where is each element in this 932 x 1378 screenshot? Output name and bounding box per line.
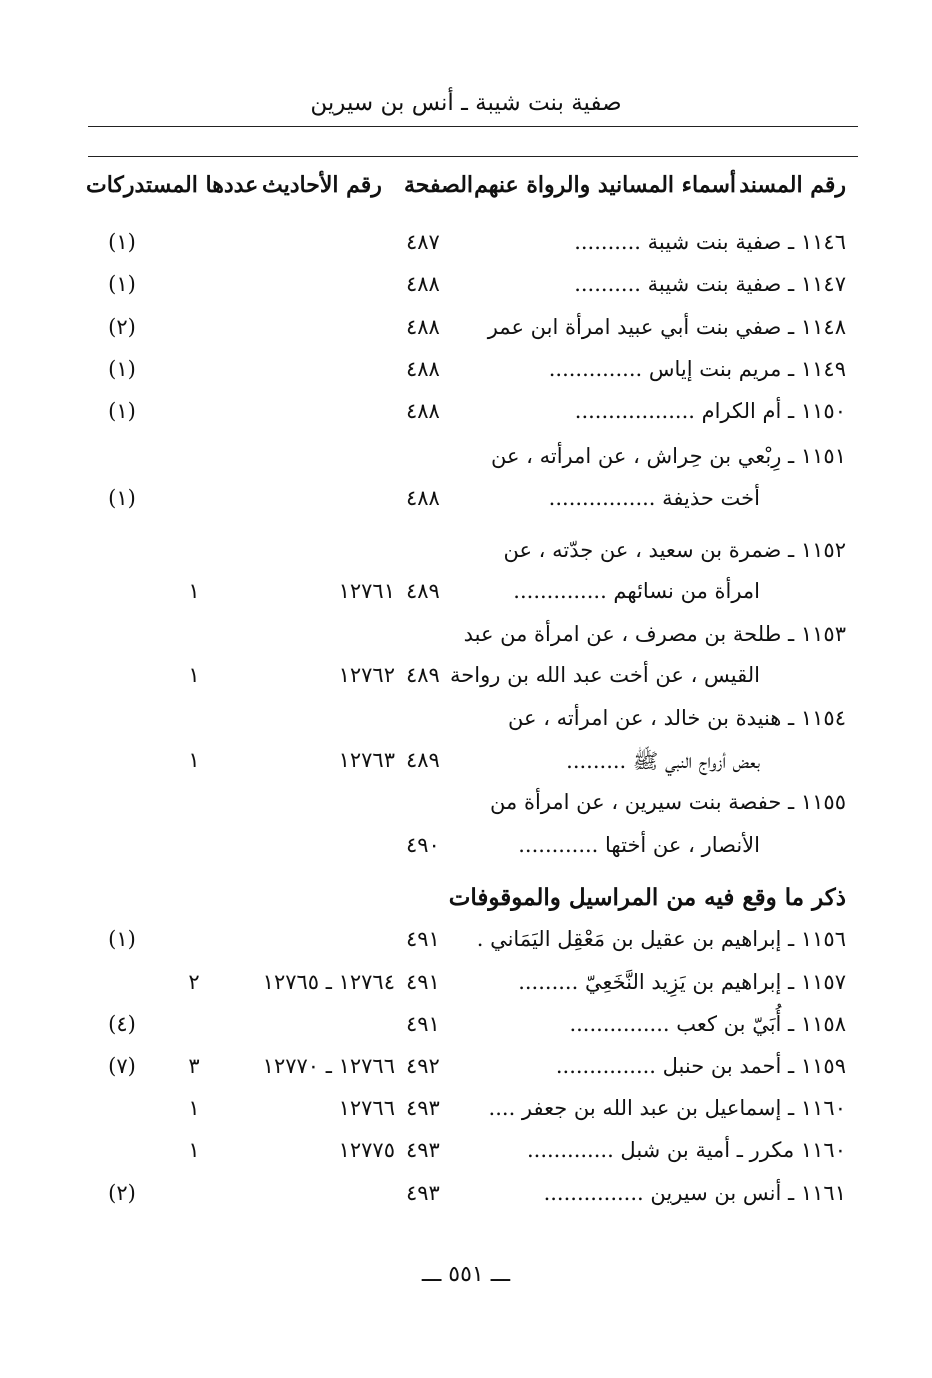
entry-page: ٤٩١: [406, 1012, 440, 1036]
entry-page: ٤٨٧: [406, 230, 440, 254]
table-row: [0, 538, 932, 578]
entry-name: القيس ، عن أخت عبد الله بن رواحة: [450, 663, 760, 687]
table-row: [0, 970, 932, 1010]
entry-name: ١١٥٩ ـ أحمد بن حنبل ...............: [555, 1054, 846, 1078]
entry-hadith-numbers: ١٢٧٦٢: [338, 663, 395, 687]
table-row: [0, 706, 932, 746]
entry-name: ١١٥٣ ـ طلحة بن مصرف ، عن امرأة من عبد: [463, 622, 846, 646]
column-header-mustadrakat: عددها المستدركات: [86, 172, 259, 198]
entry-mustadrakat: (٧): [108, 1054, 136, 1078]
entry-hadith-numbers: ١٢٧٦٦: [338, 1096, 395, 1120]
entry-name: ١١٤٧ ـ صفية بنت شيبة ..........: [574, 272, 846, 296]
entry-page: ٤٩٣: [406, 1181, 440, 1205]
entry-mustadrakat: (٢): [108, 1181, 136, 1205]
entry-name: ١١٥٨ ـ أُبَيّ بن كعب ...............: [569, 1012, 846, 1036]
entry-hadith-numbers: ١٢٧٦٣: [338, 748, 395, 772]
entry-hadith-numbers: ١٢٧٦٤ ـ ١٢٧٦٥: [262, 970, 395, 994]
table-row: [0, 790, 932, 830]
entry-count: ١: [188, 748, 200, 772]
table-row: [0, 357, 932, 397]
entry-count: ٣: [188, 1054, 200, 1078]
table-row: [0, 579, 932, 619]
entry-mustadrakat: (١): [108, 399, 136, 423]
table-row: [0, 748, 932, 788]
table-row: [0, 927, 932, 967]
column-header-names: أسماء المسانيد والرواة عنهم: [474, 172, 736, 198]
column-header-musnad-no: رقم المسند: [739, 172, 846, 198]
entry-name: ١١٥٧ ـ إبراهيم بن يَزِيد النَّخَعِيّ .........: [518, 970, 846, 994]
entry-mustadrakat: (١): [108, 357, 136, 381]
entry-count: ٢: [188, 970, 200, 994]
column-header-page: الصفحة: [404, 172, 474, 198]
entry-page: ٤٨٨: [406, 315, 440, 339]
entry-count: ١: [188, 1096, 200, 1120]
header-rule-bottom: [88, 156, 858, 157]
entry-name: ١١٥١ ـ رِبْعي بن حِراش ، عن امرأته ، عن: [490, 444, 846, 468]
table-row: [0, 833, 932, 873]
header-rule-top: [88, 126, 858, 127]
table-row: [0, 1138, 932, 1178]
table-row: [0, 399, 932, 439]
entry-page: ٤٩١: [406, 927, 440, 951]
table-row: [0, 486, 932, 526]
entry-count: ١: [188, 579, 200, 603]
entry-name: ١١٥٢ ـ ضمرة بن سعيد ، عن جدّته ، عن: [503, 538, 846, 562]
table-row: [0, 444, 932, 484]
entry-name: ١١٥٠ ـ أم الكرام ..................: [574, 399, 846, 423]
entry-page: ٤٨٩: [406, 663, 440, 687]
entry-page: ٤٩٠: [406, 833, 440, 857]
entry-page: ٤٨٨: [406, 357, 440, 381]
section-title: ذكر ما وقع فيه من المراسيل والموقوفات: [448, 884, 846, 911]
entry-name: ١١٦٠ مكرر ـ أمية بن شبل .............: [526, 1138, 846, 1162]
entry-page: ٤٨٩: [406, 748, 440, 772]
entry-name: الأنصار ، عن أختها ............: [518, 833, 760, 857]
table-row: [0, 230, 932, 270]
entry-mustadrakat: (١): [108, 230, 136, 254]
table-row: [0, 1054, 932, 1094]
entry-name: ١١٥٥ ـ حفصة بنت سيرين ، عن امرأة من: [490, 790, 846, 814]
entry-page: ٤٨٨: [406, 486, 440, 510]
entry-name: ١١٦١ ـ أنس بن سيرين ...............: [543, 1181, 846, 1205]
entry-page: ٤٩٣: [406, 1138, 440, 1162]
entry-page: ٤٨٩: [406, 579, 440, 603]
entry-name: ١١٥٤ ـ هنيدة بن خالد ، عن امرأته ، عن: [508, 706, 846, 730]
entry-mustadrakat: (١): [108, 272, 136, 296]
entry-page: ٤٩٢: [406, 1054, 440, 1078]
table-row: [0, 622, 932, 662]
entry-count: ١: [188, 663, 200, 687]
table-row: [0, 315, 932, 355]
column-header-hadith-no: رقم الأحاديث: [262, 172, 382, 198]
entry-hadith-numbers: ١٢٧٦١: [338, 579, 395, 603]
table-row: [0, 272, 932, 312]
entry-name: ١١٤٦ ـ صفية بنت شيبة ..........: [574, 230, 846, 254]
entry-page: ٤٩٣: [406, 1096, 440, 1120]
entry-name: ١١٤٩ ـ مريم بنت إياس ..............: [548, 357, 846, 381]
entry-name: ١١٦٠ ـ إسماعيل بن عبد الله بن جعفر ....: [488, 1096, 846, 1120]
entry-count: ١: [188, 1138, 200, 1162]
entry-name: امرأة من نسائهم ..............: [513, 579, 760, 603]
table-row: [0, 1096, 932, 1136]
table-row: [0, 1012, 932, 1052]
entry-name: أخت حذيفة ................: [548, 486, 760, 510]
running-head: صفية بنت شيبة ـ أنس بن سيرين: [310, 90, 622, 116]
entry-hadith-numbers: ١٢٧٧٥: [338, 1138, 395, 1162]
entry-page: ٤٨٨: [406, 399, 440, 423]
table-row: [0, 663, 932, 703]
entry-name: ١١٤٨ ـ صفي بنت أبي عبيد امرأة ابن عمر: [487, 315, 846, 339]
entry-page: ٤٨٨: [406, 272, 440, 296]
entry-name: ١١٥٦ ـ إبراهيم بن عقيل بن مَعْقِل اليَمَاني .: [476, 927, 846, 951]
entry-mustadrakat: (٢): [108, 315, 136, 339]
table-row: [0, 1181, 932, 1221]
page-number: ـــ ٥٥١ ـــ: [421, 1262, 511, 1287]
entry-mustadrakat: (٤): [108, 1012, 136, 1036]
entry-page: ٤٩١: [406, 970, 440, 994]
entry-hadith-numbers: ١٢٧٦٦ ـ ١٢٧٧٠: [262, 1054, 395, 1078]
entry-mustadrakat: (١): [108, 927, 136, 951]
entry-name: بعض أزواج النبي ﷺ .........: [566, 749, 760, 773]
entry-mustadrakat: (١): [108, 486, 136, 510]
